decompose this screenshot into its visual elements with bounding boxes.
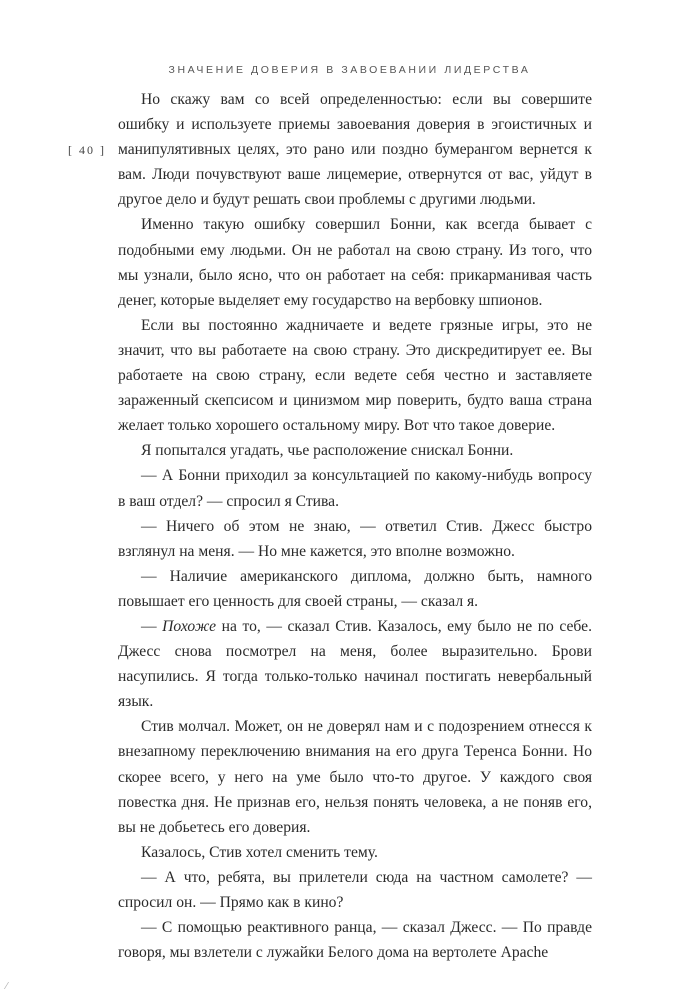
- paragraph-9: Стив молчал. Может, он не доверял нам и с подозрением отнесся к внезапному переключению внимания на его друга Теренса Бонни. Но скорее всего, у него на уме было что-то другое. У каждого своя повестка дня. Не признав его, нельзя понять человека, а не поняв его, вы не добьетесь его доверия.: [118, 718, 592, 836]
- paragraph-1: Но скажу вам со всей определенностью: если вы совершите ошибку и используете приемы завоевания доверия в эгоистичных и манипулятивных целях, это рано или поздно бумерангом вернется к вам. Люди почувствуют ваше лицемерие, отвернутся от вас, уйдут в другое дело и будут решать свои проблемы с другими людьми.: [118, 91, 592, 209]
- paragraph-4: Я попытался угадать, чье расположение снискал Бонни.: [141, 442, 514, 460]
- page-number: [ 40 ]: [68, 143, 106, 157]
- paragraph-11: — А что, ребята, вы прилетели сюда на частном самолете? — спросил он. — Прямо как в кино?: [118, 868, 592, 911]
- paragraph-3: Если вы постоянно жадничаете и ведете грязные игры, это не значит, что вы работаете на свою страну. Это дискредитирует ее. Вы работаете на свою страну, если ведете себя честно и заставляете зараженный скепсисом и цинизмом мир поверить, будто ваша страна желает только хорошего остальному миру. Вот что такое доверие.: [118, 316, 592, 435]
- emphasis-word: Похоже: [162, 617, 217, 635]
- paragraph-8-text: на то, — сказал Стив. Казалось, ему было не по себе. Джесс снова посмотрел на меня, более выразительно. Брови насупились. Я тогда только-только начинал постигать невербальный язык.: [118, 617, 592, 711]
- paragraph-7: — Наличие американского диплома, должно быть, намного повышает его ценность для своей страны, — сказал я.: [118, 567, 592, 610]
- paragraph-2: Именно такую ошибку совершил Бонни, как всегда бывает с подобными ему людьми. Он не работал на свою страну. Из того, что мы узнали, было ясно, что он работает на себя: прикарманивая часть денег, которые выделяет ему государство на вербовку шпионов.: [118, 216, 592, 309]
- paragraph-10: Казалось, Стив хотел сменить тему.: [141, 843, 378, 861]
- paragraph-8: [118, 614, 592, 714]
- paragraph-6: — Ничего об этом не знаю, — ответил Стив. Джесс быстро взглянул на меня. — Но мне кажется, это вполне возможно.: [118, 517, 592, 560]
- dash-prefix: —: [141, 617, 163, 635]
- paragraph-5: — А Бонни приходил за консультацией по какому-нибудь вопросу в ваш отдел? — спросил я Стива.: [118, 467, 592, 510]
- running-head: ЗНАЧЕНИЕ ДОВЕРИЯ В ЗАВОЕВАНИИ ЛИДЕРСТВА: [168, 64, 531, 76]
- corner-mark: ⁄: [6, 981, 8, 992]
- body-text: [118, 87, 592, 965]
- paragraph-12: — С помощью реактивного ранца, — сказал Джесс. — По правде говоря, мы взлетели с лужайки Белого дома на вертолете Apache: [118, 919, 592, 962]
